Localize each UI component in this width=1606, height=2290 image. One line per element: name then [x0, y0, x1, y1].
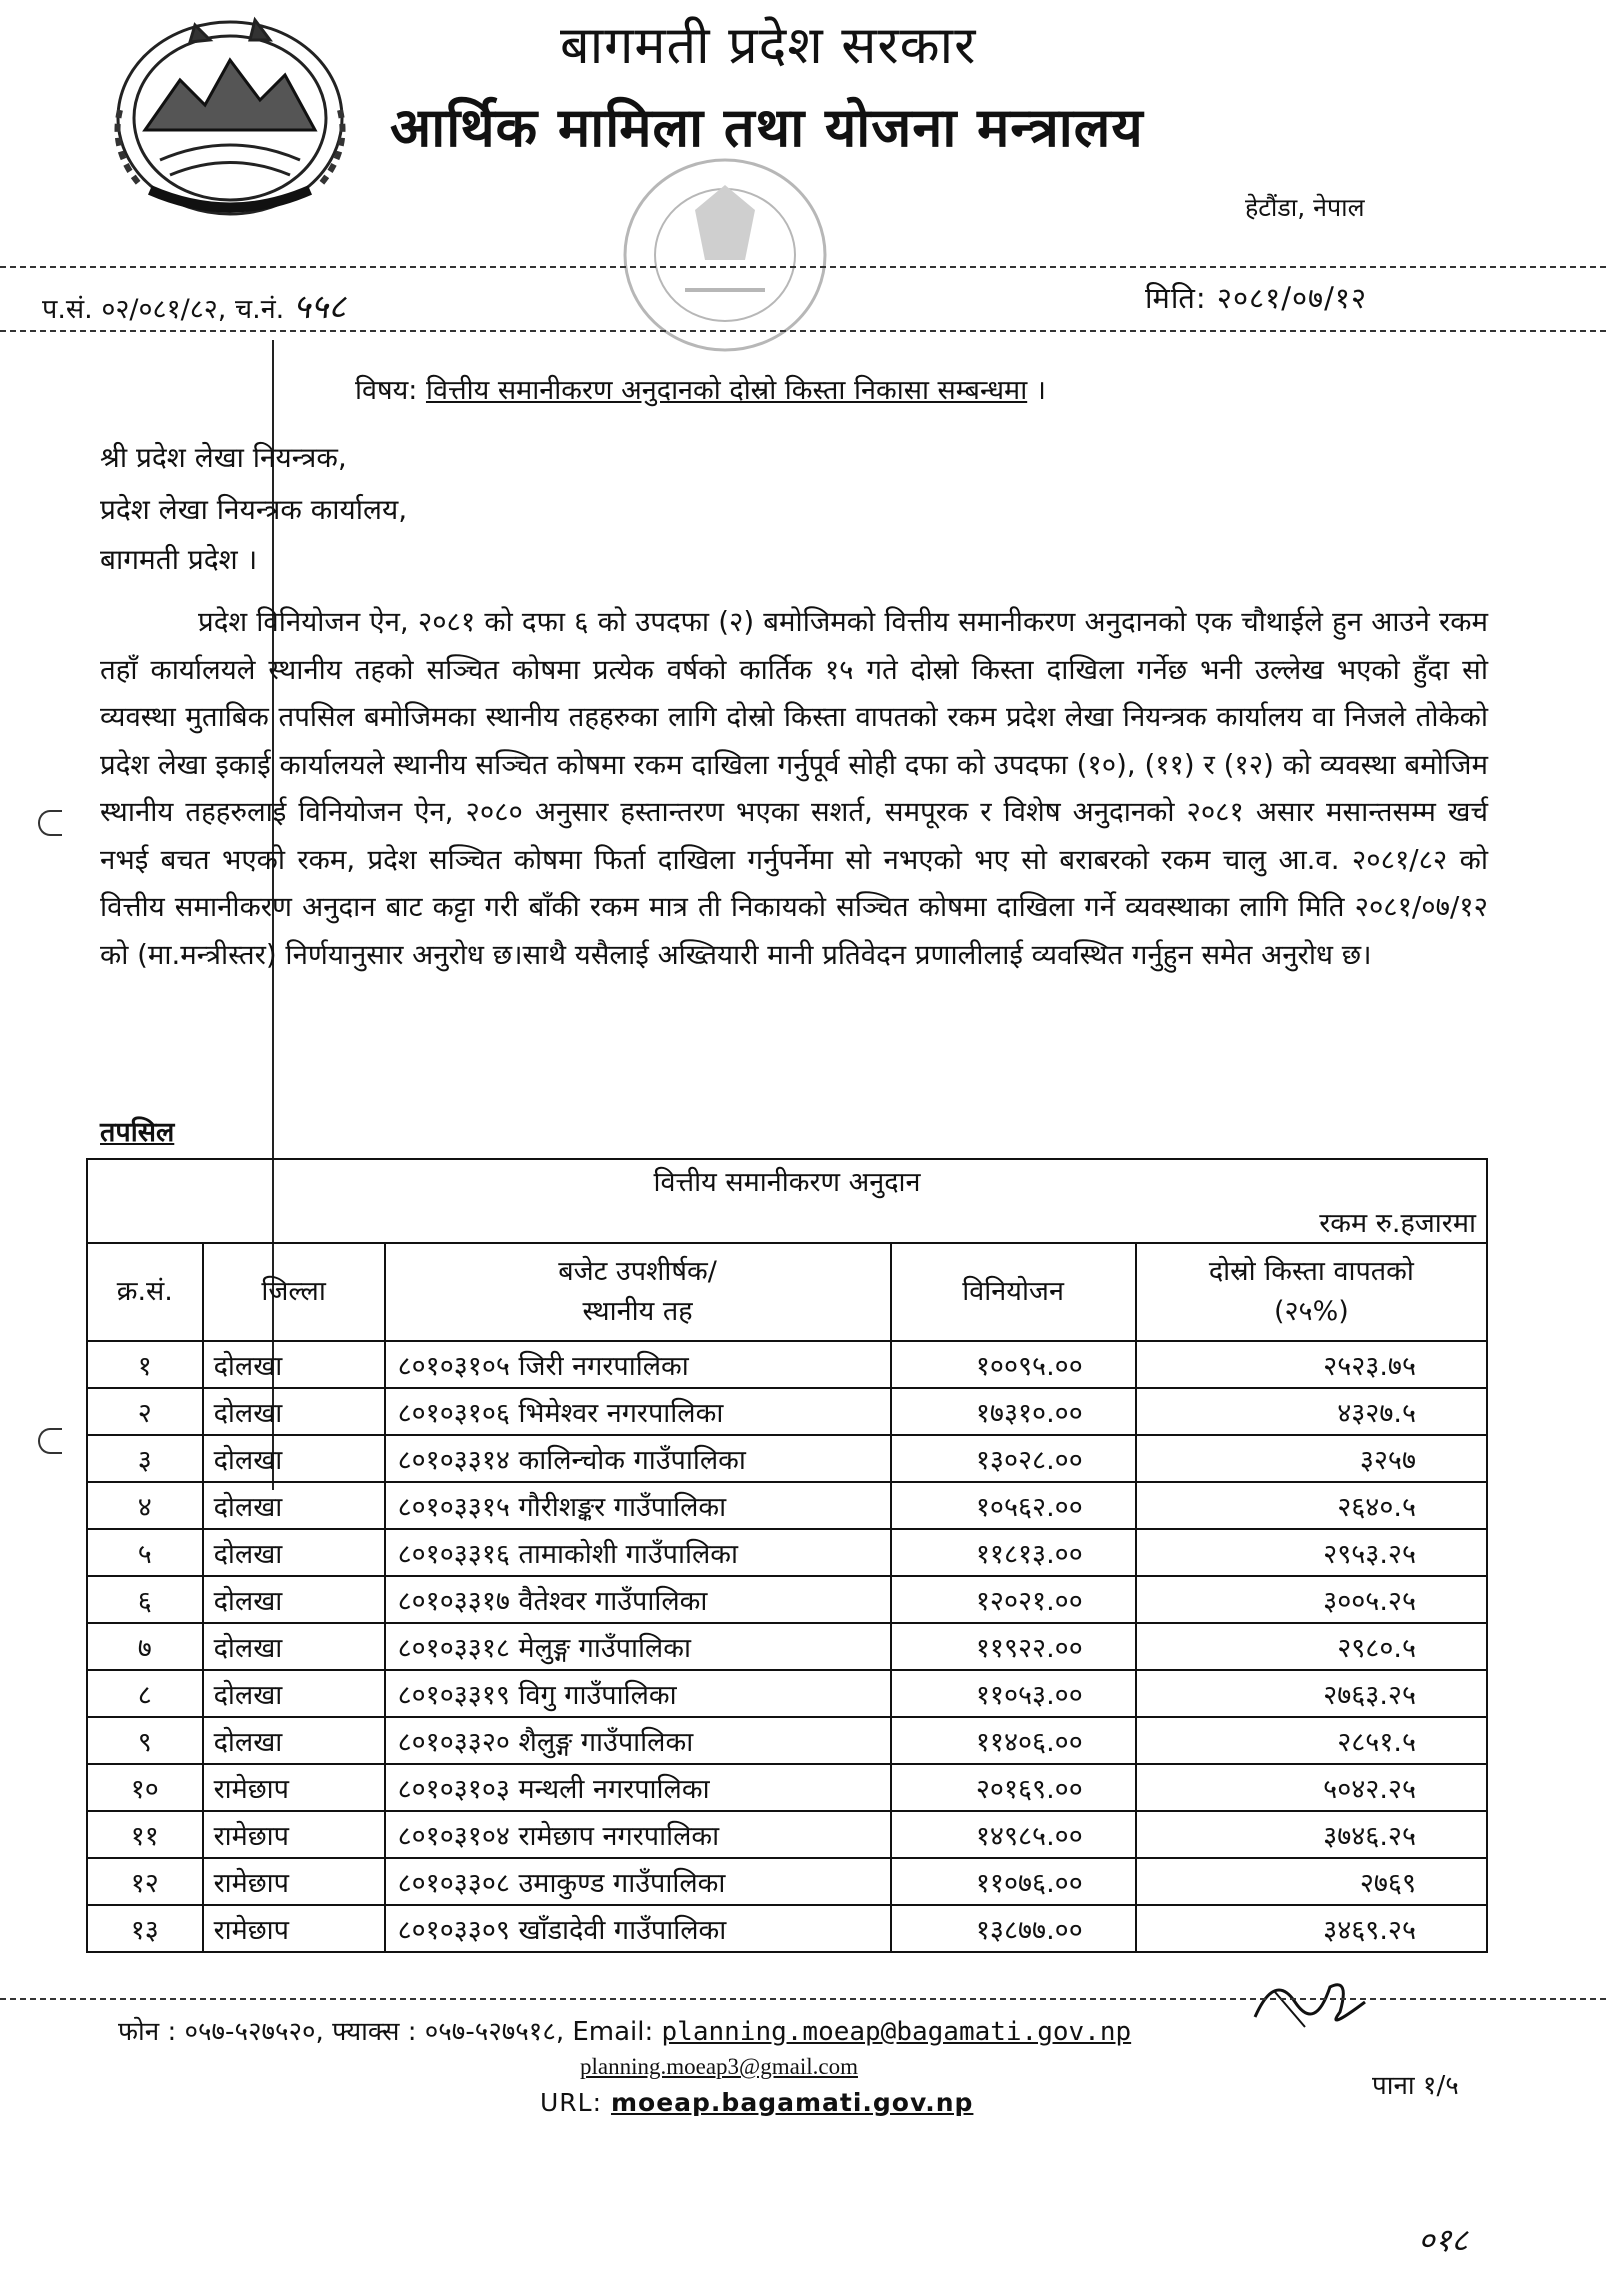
footer-phone-fax: फोन : ०५७-५२७५२०, फ्याक्स : ०५७-५२७५१८, Email:	[118, 2017, 654, 2047]
footer-url-label: URL:	[540, 2088, 603, 2117]
row-budget-head: ८०१०३३१९ विगु गाउँपालिका	[385, 1670, 891, 1717]
row-district: दोलखा	[203, 1623, 385, 1670]
row-allocation: १०५६२.००	[891, 1482, 1136, 1529]
footer-email-secondary[interactable]: planning.moeap3@gmail.com	[580, 2054, 858, 2079]
header-second-line1: दोस्रो किस्ता वापतको	[1208, 1256, 1414, 1287]
row-district: दोलखा	[203, 1576, 385, 1623]
header-district: जिल्ला	[203, 1243, 385, 1341]
row-second-installment: ३२५७	[1136, 1435, 1487, 1482]
footer-url[interactable]: moeap.bagamati.gov.np	[610, 2088, 974, 2117]
table-body	[87, 1341, 1487, 1952]
ministry-name: आर्थिक मामिला तथा योजना मन्त्रालय	[390, 95, 1144, 159]
reference-handwritten-number: ५५८	[292, 287, 346, 327]
row-allocation: १३८७७.००	[891, 1905, 1136, 1952]
annex-label: तपसिल	[100, 1117, 175, 1148]
row-allocation: ११०५३.००	[891, 1670, 1136, 1717]
table-row	[87, 1341, 1487, 1388]
row-second-installment: २५२३.७५	[1136, 1341, 1487, 1388]
row-allocation: ११०७६.००	[891, 1858, 1136, 1905]
reference-number	[42, 282, 346, 328]
table-row	[87, 1623, 1487, 1670]
row-second-installment: २७६९	[1136, 1858, 1487, 1905]
table-caption: वित्तीय समानीकरण अनुदान	[87, 1159, 1487, 1200]
header-divider-top	[0, 266, 1606, 268]
row-second-installment: २९५३.२५	[1136, 1529, 1487, 1576]
row-serial: ७	[87, 1623, 203, 1670]
row-serial: २	[87, 1388, 203, 1435]
signature	[1245, 1962, 1375, 2042]
table-row	[87, 1811, 1487, 1858]
handwritten-note: ०१८	[1418, 2221, 1468, 2259]
row-second-installment: ३००५.२५	[1136, 1576, 1487, 1623]
row-district: दोलखा	[203, 1435, 385, 1482]
row-budget-head: ८०१०३३२० शैलुङ्ग गाउँपालिका	[385, 1717, 891, 1764]
office-stamp	[615, 150, 835, 360]
row-allocation: १००९५.००	[891, 1341, 1136, 1388]
footer-url-line	[540, 2088, 973, 2117]
row-serial: ४	[87, 1482, 203, 1529]
row-budget-head: ८०१०३३१५ गौरीशङ्कर गाउँपालिका	[385, 1482, 891, 1529]
header-second-installment	[1136, 1243, 1487, 1341]
row-second-installment: २६४०.५	[1136, 1482, 1487, 1529]
row-district: रामेछाप	[203, 1764, 385, 1811]
row-serial: ६	[87, 1576, 203, 1623]
addressee-line: श्री प्रदेश लेखा नियन्त्रक,	[100, 441, 347, 474]
allocation-table	[86, 1158, 1488, 1953]
letter-body: प्रदेश विनियोजन ऐन, २०८१ को दफा ६ को उपदफा (२) बमोजिमको वित्तीय समानीकरण अनुदानको एक चौथाईले हुन आउने रकम तहाँ कार्यालयले स्थानीय तहको सञ्चित कोषमा प्रत्येक वर्षको कार्तिक १५ गते दोस्रो किस्ता दाखिला गर्नेछ भनी उल्लेख भएको हुँदा सो व्यवस्था मुताबिक तपसिल बमोजिमका स्थानीय तहहरुका लागि दोस्रो किस्ता वापतको रकम प्रदेश लेखा नियन्त्रक कार्यालय वा निजले तोकेको प्रदेश लेखा इकाई कार्यालयले स्थानीय सञ्चित कोषमा रकम दाखिला गर्नुपूर्व सोही दफा को उपदफा (१०), (११) र (१२) को व्यवस्था बमोजिम स्थानीय तहहरुलाई विनियोजन ऐन, २०८० अनुसार हस्तान्तरण भएका सशर्त, समपूरक र विशेष अनुदानको २०८१ असार मसान्तसम्म खर्च नभई बचत भएको रकम, प्रदेश सञ्चित कोषमा फिर्ता दाखिला गर्नुपर्नेमा सो नभएको भए सो बराबरको रकम चालु आ.व. २०८१/८२ को वित्तीय समानीकरण अनुदान बाट कट्टा गरी बाँकी रकम मात्र ती निकायको सञ्चित कोषमा दाखिला गर्ने व्यवस्थाका लागि मिति २०८१/०७/१२ को (मा.मन्त्रीस्तर) निर्णयानुसार अनुरोध छ।साथै यसैलाई अख्तियारी मानी प्रतिवेदन प्रणालीलाई व्यवस्थित गर्नुहुन समेत अनुरोध छ।	[100, 605, 1488, 971]
row-allocation: ११४०६.००	[891, 1717, 1136, 1764]
government-name: बागमती प्रदेश सरकार	[560, 16, 977, 76]
row-budget-head: ८०१०३१०४ रामेछाप नगरपालिका	[385, 1811, 891, 1858]
row-second-installment: २८५१.५	[1136, 1717, 1487, 1764]
footer-email-primary[interactable]: planning.moeap@bagamati.gov.np	[661, 2017, 1132, 2047]
row-serial: १३	[87, 1905, 203, 1952]
row-second-installment: ३७४६.२५	[1136, 1811, 1487, 1858]
row-allocation: १४९८५.००	[891, 1811, 1136, 1858]
row-allocation: २०१६९.००	[891, 1764, 1136, 1811]
row-district: दोलखा	[203, 1482, 385, 1529]
row-district: दोलखा	[203, 1529, 385, 1576]
punch-hole-mark	[38, 1428, 62, 1454]
row-budget-head: ८०१०३१०५ जिरी नगरपालिका	[385, 1341, 891, 1388]
row-budget-head: ८०१०३३१४ कालिन्चोक गाउँपालिका	[385, 1435, 891, 1482]
row-budget-head: ८०१०३१०३ मन्थली नगरपालिका	[385, 1764, 891, 1811]
table-unit-row	[87, 1200, 1487, 1243]
table-caption-row	[87, 1159, 1487, 1200]
reference-prefix: प.सं. ०२/०८१/८२, च.नं.	[42, 294, 285, 325]
header-budget-line1: बजेट उपशीर्षक/	[558, 1256, 717, 1287]
letter-date: मिति: २०८१/०७/१२	[1145, 281, 1368, 315]
subject-label: विषय:	[355, 375, 418, 406]
row-second-installment: ३४६९.२५	[1136, 1905, 1487, 1952]
subject-line	[355, 370, 1046, 407]
row-allocation: १२०२१.००	[891, 1576, 1136, 1623]
row-second-installment: २७६३.२५	[1136, 1670, 1487, 1717]
row-district: दोलखा	[203, 1341, 385, 1388]
row-serial: ३	[87, 1435, 203, 1482]
addressee-line: बागमती प्रदेश ।	[100, 543, 258, 576]
row-second-installment: ४३२७.५	[1136, 1388, 1487, 1435]
row-allocation: १३०२८.००	[891, 1435, 1136, 1482]
table-row	[87, 1905, 1487, 1952]
row-district: दोलखा	[203, 1670, 385, 1717]
row-serial: ५	[87, 1529, 203, 1576]
government-emblem-seal	[100, 10, 360, 225]
row-budget-head: ८०१०३३०९ खाँडादेवी गाउँपालिका	[385, 1905, 891, 1952]
row-district: दोलखा	[203, 1388, 385, 1435]
row-district: रामेछाप	[203, 1905, 385, 1952]
row-district: रामेछाप	[203, 1811, 385, 1858]
row-serial: ९	[87, 1717, 203, 1764]
row-budget-head: ८०१०३३१६ तामाकोशी गाउँपालिका	[385, 1529, 891, 1576]
table-row	[87, 1529, 1487, 1576]
header-second-line2: (२५%)	[1273, 1296, 1349, 1327]
row-allocation: ११८१३.००	[891, 1529, 1136, 1576]
table-row	[87, 1576, 1487, 1623]
subject-text: वित्तीय समानीकरण अनुदानको दोस्रो किस्ता निकासा सम्बन्धमा	[425, 375, 1028, 406]
row-second-installment: ५०४२.२५	[1136, 1764, 1487, 1811]
footer-contact	[118, 2012, 1131, 2048]
header-allocation: विनियोजन	[891, 1243, 1136, 1341]
row-district: रामेछाप	[203, 1858, 385, 1905]
office-location: हेटौंडा, नेपाल	[1245, 193, 1365, 222]
table-row	[87, 1388, 1487, 1435]
table-row	[87, 1717, 1487, 1764]
row-serial: ८	[87, 1670, 203, 1717]
row-budget-head: ८०१०३३०८ उमाकुण्ड गाउँपालिका	[385, 1858, 891, 1905]
header-serial: क्र.सं.	[87, 1243, 203, 1341]
row-second-installment: २९८०.५	[1136, 1623, 1487, 1670]
header-divider-bottom	[0, 330, 1606, 332]
row-serial: १	[87, 1341, 203, 1388]
table-row	[87, 1858, 1487, 1905]
row-budget-head: ८०१०३३१७ वैतेश्वर गाउँपालिका	[385, 1576, 891, 1623]
table-row	[87, 1435, 1487, 1482]
row-allocation: ११९२२.००	[891, 1623, 1136, 1670]
row-serial: १२	[87, 1858, 203, 1905]
page-number: पाना १/५	[1372, 2071, 1459, 2101]
row-budget-head: ८०१०३१०६ भिमेश्वर नगरपालिका	[385, 1388, 891, 1435]
subject-end: ।	[1035, 375, 1047, 406]
table-row	[87, 1482, 1487, 1529]
addressee-line: प्रदेश लेखा नियन्त्रक कार्यालय,	[100, 493, 408, 526]
header-budget-line2: स्थानीय तह	[582, 1296, 693, 1327]
punch-hole-mark	[38, 810, 62, 836]
row-serial: ११	[87, 1811, 203, 1858]
table-row	[87, 1764, 1487, 1811]
table-row	[87, 1670, 1487, 1717]
row-serial: १०	[87, 1764, 203, 1811]
row-district: दोलखा	[203, 1717, 385, 1764]
footer-divider	[0, 1998, 1606, 2000]
table-unit-note: रकम रु.हजारमा	[87, 1200, 1487, 1243]
table-header-row	[87, 1243, 1487, 1341]
row-budget-head: ८०१०३३१८ मेलुङ्ग गाउँपालिका	[385, 1623, 891, 1670]
row-allocation: १७३१०.००	[891, 1388, 1136, 1435]
header-budget	[385, 1243, 891, 1341]
